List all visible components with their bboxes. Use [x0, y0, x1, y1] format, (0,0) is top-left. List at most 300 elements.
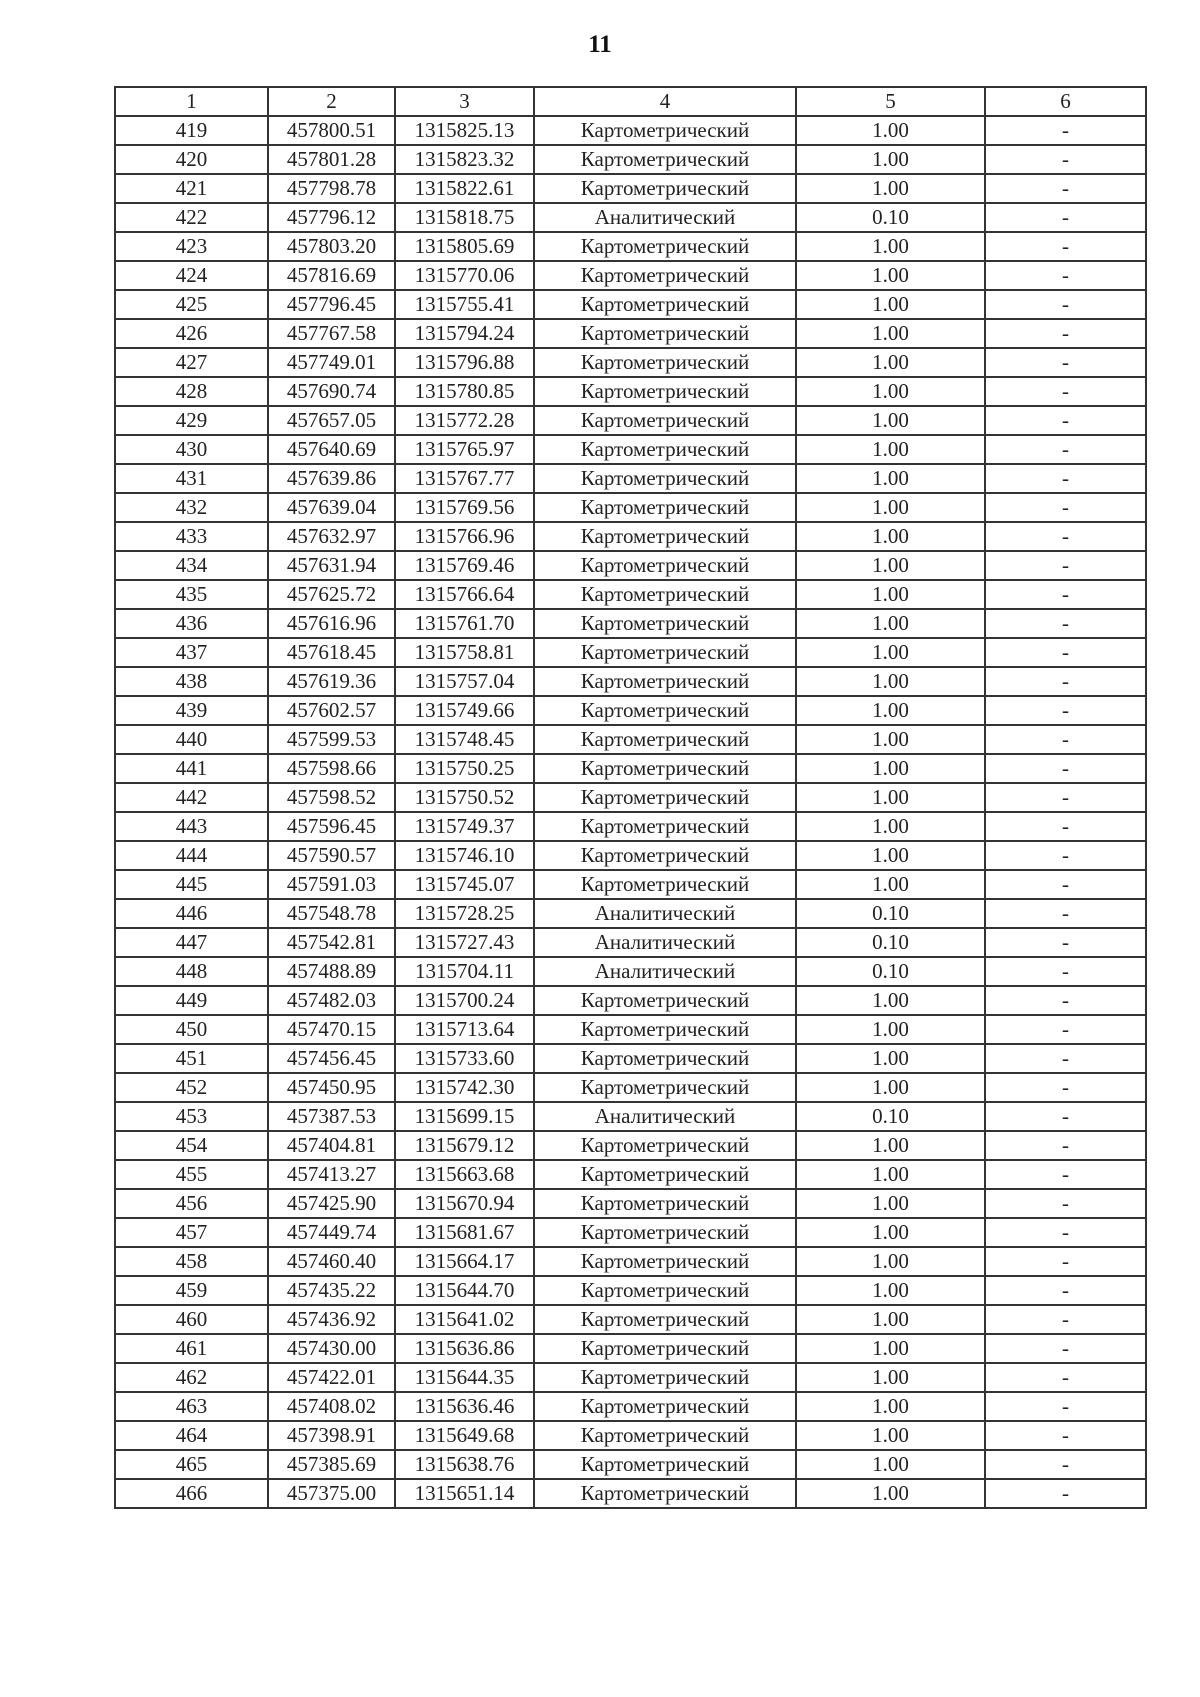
- y-coordinate-cell: 1315636.46: [395, 1392, 534, 1421]
- accuracy-cell: 1.00: [796, 1189, 985, 1218]
- accuracy-cell: 0.10: [796, 899, 985, 928]
- accuracy-cell: 1.00: [796, 1247, 985, 1276]
- accuracy-cell: 1.00: [796, 261, 985, 290]
- note-cell: -: [985, 754, 1146, 783]
- method-cell: Картометрический: [534, 667, 796, 696]
- x-coordinate-cell: 457616.96: [268, 609, 395, 638]
- table-row: [115, 870, 1146, 899]
- x-coordinate-cell: 457640.69: [268, 435, 395, 464]
- table-row: [115, 522, 1146, 551]
- point-number-cell: 435: [115, 580, 268, 609]
- method-cell: Аналитический: [534, 203, 796, 232]
- table-row: [115, 812, 1146, 841]
- x-coordinate-cell: 457460.40: [268, 1247, 395, 1276]
- point-number-cell: 423: [115, 232, 268, 261]
- x-coordinate-cell: 457796.45: [268, 290, 395, 319]
- header-row: [115, 87, 1146, 116]
- table-row: [115, 1421, 1146, 1450]
- point-number-cell: 444: [115, 841, 268, 870]
- x-coordinate-cell: 457590.57: [268, 841, 395, 870]
- y-coordinate-cell: 1315769.46: [395, 551, 534, 580]
- note-cell: -: [985, 1160, 1146, 1189]
- point-number-cell: 460: [115, 1305, 268, 1334]
- accuracy-cell: 1.00: [796, 116, 985, 145]
- y-coordinate-cell: 1315704.11: [395, 957, 534, 986]
- method-cell: Картометрический: [534, 435, 796, 464]
- note-cell: -: [985, 1392, 1146, 1421]
- table-row: [115, 290, 1146, 319]
- accuracy-cell: 1.00: [796, 1160, 985, 1189]
- table-row: [115, 1305, 1146, 1334]
- y-coordinate-cell: 1315749.37: [395, 812, 534, 841]
- accuracy-cell: 1.00: [796, 812, 985, 841]
- accuracy-cell: 1.00: [796, 1479, 985, 1508]
- note-cell: -: [985, 986, 1146, 1015]
- accuracy-cell: 1.00: [796, 1131, 985, 1160]
- method-cell: Картометрический: [534, 638, 796, 667]
- method-cell: Картометрический: [534, 377, 796, 406]
- note-cell: -: [985, 870, 1146, 899]
- accuracy-cell: 1.00: [796, 348, 985, 377]
- x-coordinate-cell: 457796.12: [268, 203, 395, 232]
- y-coordinate-cell: 1315649.68: [395, 1421, 534, 1450]
- point-number-cell: 458: [115, 1247, 268, 1276]
- table-row: [115, 1276, 1146, 1305]
- method-cell: Картометрический: [534, 290, 796, 319]
- y-coordinate-cell: 1315767.77: [395, 464, 534, 493]
- table-row: [115, 1102, 1146, 1131]
- note-cell: -: [985, 1218, 1146, 1247]
- table-row: [115, 1450, 1146, 1479]
- y-coordinate-cell: 1315805.69: [395, 232, 534, 261]
- y-coordinate-cell: 1315651.14: [395, 1479, 534, 1508]
- y-coordinate-cell: 1315823.32: [395, 145, 534, 174]
- point-number-cell: 452: [115, 1073, 268, 1102]
- x-coordinate-cell: 457385.69: [268, 1450, 395, 1479]
- page-number: 11: [588, 31, 612, 58]
- point-number-cell: 447: [115, 928, 268, 957]
- point-number-cell: 426: [115, 319, 268, 348]
- y-coordinate-cell: 1315728.25: [395, 899, 534, 928]
- table-row: [115, 1160, 1146, 1189]
- point-number-cell: 450: [115, 1015, 268, 1044]
- x-coordinate-cell: 457398.91: [268, 1421, 395, 1450]
- note-cell: -: [985, 957, 1146, 986]
- accuracy-cell: 1.00: [796, 464, 985, 493]
- y-coordinate-cell: 1315822.61: [395, 174, 534, 203]
- accuracy-cell: 1.00: [796, 725, 985, 754]
- method-cell: Картометрический: [534, 754, 796, 783]
- point-number-cell: 443: [115, 812, 268, 841]
- x-coordinate-cell: 457798.78: [268, 174, 395, 203]
- method-cell: Картометрический: [534, 522, 796, 551]
- y-coordinate-cell: 1315641.02: [395, 1305, 534, 1334]
- y-coordinate-cell: 1315769.56: [395, 493, 534, 522]
- x-coordinate-cell: 457408.02: [268, 1392, 395, 1421]
- x-coordinate-cell: 457387.53: [268, 1102, 395, 1131]
- note-cell: -: [985, 899, 1146, 928]
- table-row: [115, 725, 1146, 754]
- column-header-2: 2: [268, 87, 395, 116]
- method-cell: Картометрический: [534, 841, 796, 870]
- method-cell: Аналитический: [534, 957, 796, 986]
- note-cell: -: [985, 1450, 1146, 1479]
- y-coordinate-cell: 1315745.07: [395, 870, 534, 899]
- method-cell: Аналитический: [534, 1102, 796, 1131]
- accuracy-cell: 1.00: [796, 1450, 985, 1479]
- accuracy-cell: 1.00: [796, 638, 985, 667]
- method-cell: Картометрический: [534, 406, 796, 435]
- point-number-cell: 420: [115, 145, 268, 174]
- x-coordinate-cell: 457749.01: [268, 348, 395, 377]
- method-cell: Картометрический: [534, 464, 796, 493]
- x-coordinate-cell: 457800.51: [268, 116, 395, 145]
- y-coordinate-cell: 1315742.30: [395, 1073, 534, 1102]
- point-number-cell: 439: [115, 696, 268, 725]
- accuracy-cell: 0.10: [796, 203, 985, 232]
- y-coordinate-cell: 1315750.25: [395, 754, 534, 783]
- table-row: [115, 493, 1146, 522]
- table-row: [115, 957, 1146, 986]
- y-coordinate-cell: 1315749.66: [395, 696, 534, 725]
- point-number-cell: 451: [115, 1044, 268, 1073]
- table-row: [115, 1247, 1146, 1276]
- method-cell: Картометрический: [534, 1305, 796, 1334]
- y-coordinate-cell: 1315644.35: [395, 1363, 534, 1392]
- note-cell: -: [985, 1421, 1146, 1450]
- note-cell: -: [985, 841, 1146, 870]
- x-coordinate-cell: 457450.95: [268, 1073, 395, 1102]
- y-coordinate-cell: 1315772.28: [395, 406, 534, 435]
- note-cell: -: [985, 1479, 1146, 1508]
- x-coordinate-cell: 457598.66: [268, 754, 395, 783]
- coordinates-table: [114, 86, 1147, 1509]
- accuracy-cell: 1.00: [796, 377, 985, 406]
- method-cell: Картометрический: [534, 174, 796, 203]
- point-number-cell: 419: [115, 116, 268, 145]
- y-coordinate-cell: 1315794.24: [395, 319, 534, 348]
- point-number-cell: 455: [115, 1160, 268, 1189]
- table-row: [115, 435, 1146, 464]
- point-number-cell: 445: [115, 870, 268, 899]
- table-row: [115, 899, 1146, 928]
- note-cell: -: [985, 783, 1146, 812]
- note-cell: -: [985, 348, 1146, 377]
- point-number-cell: 462: [115, 1363, 268, 1392]
- accuracy-cell: 1.00: [796, 1305, 985, 1334]
- y-coordinate-cell: 1315713.64: [395, 1015, 534, 1044]
- method-cell: Картометрический: [534, 696, 796, 725]
- point-number-cell: 459: [115, 1276, 268, 1305]
- note-cell: -: [985, 1102, 1146, 1131]
- accuracy-cell: 1.00: [796, 319, 985, 348]
- point-number-cell: 430: [115, 435, 268, 464]
- y-coordinate-cell: 1315679.12: [395, 1131, 534, 1160]
- method-cell: Картометрический: [534, 1363, 796, 1392]
- method-cell: Картометрический: [534, 1073, 796, 1102]
- table-row: [115, 986, 1146, 1015]
- y-coordinate-cell: 1315818.75: [395, 203, 534, 232]
- note-cell: -: [985, 145, 1146, 174]
- accuracy-cell: 1.00: [796, 290, 985, 319]
- method-cell: Картометрический: [534, 1479, 796, 1508]
- method-cell: Картометрический: [534, 812, 796, 841]
- x-coordinate-cell: 457816.69: [268, 261, 395, 290]
- method-cell: Картометрический: [534, 493, 796, 522]
- x-coordinate-cell: 457599.53: [268, 725, 395, 754]
- note-cell: -: [985, 1334, 1146, 1363]
- method-cell: Аналитический: [534, 928, 796, 957]
- table-row: [115, 377, 1146, 406]
- note-cell: -: [985, 696, 1146, 725]
- point-number-cell: 442: [115, 783, 268, 812]
- table-row: [115, 1073, 1146, 1102]
- note-cell: -: [985, 725, 1146, 754]
- accuracy-cell: 1.00: [796, 1044, 985, 1073]
- y-coordinate-cell: 1315766.96: [395, 522, 534, 551]
- method-cell: Картометрический: [534, 348, 796, 377]
- method-cell: Картометрический: [534, 1334, 796, 1363]
- point-number-cell: 448: [115, 957, 268, 986]
- column-header-6: 6: [985, 87, 1146, 116]
- x-coordinate-cell: 457470.15: [268, 1015, 395, 1044]
- accuracy-cell: 1.00: [796, 696, 985, 725]
- accuracy-cell: 1.00: [796, 1276, 985, 1305]
- point-number-cell: 436: [115, 609, 268, 638]
- note-cell: -: [985, 551, 1146, 580]
- method-cell: Картометрический: [534, 232, 796, 261]
- method-cell: Картометрический: [534, 725, 796, 754]
- note-cell: -: [985, 1247, 1146, 1276]
- accuracy-cell: 1.00: [796, 174, 985, 203]
- column-header-3: 3: [395, 87, 534, 116]
- note-cell: -: [985, 174, 1146, 203]
- y-coordinate-cell: 1315750.52: [395, 783, 534, 812]
- y-coordinate-cell: 1315670.94: [395, 1189, 534, 1218]
- accuracy-cell: 1.00: [796, 609, 985, 638]
- x-coordinate-cell: 457767.58: [268, 319, 395, 348]
- method-cell: Картометрический: [534, 1189, 796, 1218]
- accuracy-cell: 1.00: [796, 145, 985, 174]
- method-cell: Картометрический: [534, 1392, 796, 1421]
- y-coordinate-cell: 1315636.86: [395, 1334, 534, 1363]
- column-header-4: 4: [534, 87, 796, 116]
- point-number-cell: 422: [115, 203, 268, 232]
- note-cell: -: [985, 667, 1146, 696]
- point-number-cell: 424: [115, 261, 268, 290]
- x-coordinate-cell: 457625.72: [268, 580, 395, 609]
- point-number-cell: 465: [115, 1450, 268, 1479]
- method-cell: Картометрический: [534, 1247, 796, 1276]
- table-body: [115, 116, 1146, 1508]
- accuracy-cell: 1.00: [796, 841, 985, 870]
- accuracy-cell: 0.10: [796, 1102, 985, 1131]
- point-number-cell: 428: [115, 377, 268, 406]
- accuracy-cell: 1.00: [796, 232, 985, 261]
- x-coordinate-cell: 457639.04: [268, 493, 395, 522]
- x-coordinate-cell: 457596.45: [268, 812, 395, 841]
- accuracy-cell: 1.00: [796, 522, 985, 551]
- point-number-cell: 463: [115, 1392, 268, 1421]
- x-coordinate-cell: 457482.03: [268, 986, 395, 1015]
- note-cell: -: [985, 812, 1146, 841]
- note-cell: -: [985, 493, 1146, 522]
- method-cell: Аналитический: [534, 899, 796, 928]
- x-coordinate-cell: 457436.92: [268, 1305, 395, 1334]
- accuracy-cell: 1.00: [796, 783, 985, 812]
- point-number-cell: 454: [115, 1131, 268, 1160]
- table-row: [115, 696, 1146, 725]
- note-cell: -: [985, 319, 1146, 348]
- note-cell: -: [985, 1015, 1146, 1044]
- x-coordinate-cell: 457639.86: [268, 464, 395, 493]
- point-number-cell: 453: [115, 1102, 268, 1131]
- accuracy-cell: 1.00: [796, 870, 985, 899]
- note-cell: -: [985, 1363, 1146, 1392]
- point-number-cell: 437: [115, 638, 268, 667]
- accuracy-cell: 1.00: [796, 1334, 985, 1363]
- y-coordinate-cell: 1315638.76: [395, 1450, 534, 1479]
- x-coordinate-cell: 457425.90: [268, 1189, 395, 1218]
- table-row: [115, 667, 1146, 696]
- y-coordinate-cell: 1315755.41: [395, 290, 534, 319]
- method-cell: Картометрический: [534, 1421, 796, 1450]
- accuracy-cell: 1.00: [796, 1218, 985, 1247]
- table-row: [115, 203, 1146, 232]
- x-coordinate-cell: 457422.01: [268, 1363, 395, 1392]
- method-cell: Картометрический: [534, 1276, 796, 1305]
- table-row: [115, 116, 1146, 145]
- accuracy-cell: 1.00: [796, 1421, 985, 1450]
- point-number-cell: 434: [115, 551, 268, 580]
- point-number-cell: 466: [115, 1479, 268, 1508]
- table-row: [115, 754, 1146, 783]
- x-coordinate-cell: 457488.89: [268, 957, 395, 986]
- point-number-cell: 438: [115, 667, 268, 696]
- note-cell: -: [985, 1305, 1146, 1334]
- x-coordinate-cell: 457631.94: [268, 551, 395, 580]
- note-cell: -: [985, 638, 1146, 667]
- y-coordinate-cell: 1315681.67: [395, 1218, 534, 1247]
- y-coordinate-cell: 1315663.68: [395, 1160, 534, 1189]
- x-coordinate-cell: 457413.27: [268, 1160, 395, 1189]
- method-cell: Картометрический: [534, 609, 796, 638]
- y-coordinate-cell: 1315746.10: [395, 841, 534, 870]
- table-row: [115, 348, 1146, 377]
- y-coordinate-cell: 1315664.17: [395, 1247, 534, 1276]
- method-cell: Картометрический: [534, 1218, 796, 1247]
- x-coordinate-cell: 457619.36: [268, 667, 395, 696]
- note-cell: -: [985, 203, 1146, 232]
- table-row: [115, 145, 1146, 174]
- note-cell: -: [985, 1073, 1146, 1102]
- y-coordinate-cell: 1315757.04: [395, 667, 534, 696]
- point-number-cell: 464: [115, 1421, 268, 1450]
- note-cell: -: [985, 1189, 1146, 1218]
- method-cell: Картометрический: [534, 1131, 796, 1160]
- table-row: [115, 638, 1146, 667]
- method-cell: Картометрический: [534, 261, 796, 290]
- table-row: [115, 1189, 1146, 1218]
- x-coordinate-cell: 457375.00: [268, 1479, 395, 1508]
- y-coordinate-cell: 1315780.85: [395, 377, 534, 406]
- x-coordinate-cell: 457591.03: [268, 870, 395, 899]
- column-header-5: 5: [796, 87, 985, 116]
- method-cell: Картометрический: [534, 870, 796, 899]
- x-coordinate-cell: 457430.00: [268, 1334, 395, 1363]
- table-row: [115, 1015, 1146, 1044]
- accuracy-cell: 1.00: [796, 1363, 985, 1392]
- note-cell: -: [985, 609, 1146, 638]
- method-cell: Картометрический: [534, 580, 796, 609]
- x-coordinate-cell: 457690.74: [268, 377, 395, 406]
- x-coordinate-cell: 457618.45: [268, 638, 395, 667]
- point-number-cell: 433: [115, 522, 268, 551]
- method-cell: Картометрический: [534, 551, 796, 580]
- x-coordinate-cell: 457548.78: [268, 899, 395, 928]
- y-coordinate-cell: 1315758.81: [395, 638, 534, 667]
- x-coordinate-cell: 457657.05: [268, 406, 395, 435]
- note-cell: -: [985, 290, 1146, 319]
- table-row: [115, 783, 1146, 812]
- point-number-cell: 456: [115, 1189, 268, 1218]
- note-cell: -: [985, 435, 1146, 464]
- method-cell: Картометрический: [534, 116, 796, 145]
- point-number-cell: 446: [115, 899, 268, 928]
- point-number-cell: 457: [115, 1218, 268, 1247]
- note-cell: -: [985, 261, 1146, 290]
- y-coordinate-cell: 1315825.13: [395, 116, 534, 145]
- x-coordinate-cell: 457449.74: [268, 1218, 395, 1247]
- accuracy-cell: 1.00: [796, 1015, 985, 1044]
- y-coordinate-cell: 1315748.45: [395, 725, 534, 754]
- point-number-cell: 427: [115, 348, 268, 377]
- table-row: [115, 609, 1146, 638]
- method-cell: Картометрический: [534, 783, 796, 812]
- note-cell: -: [985, 1044, 1146, 1073]
- accuracy-cell: 1.00: [796, 667, 985, 696]
- note-cell: -: [985, 580, 1146, 609]
- table-row: [115, 1479, 1146, 1508]
- accuracy-cell: 0.10: [796, 928, 985, 957]
- note-cell: -: [985, 406, 1146, 435]
- table-row: [115, 406, 1146, 435]
- point-number-cell: 441: [115, 754, 268, 783]
- note-cell: -: [985, 377, 1146, 406]
- accuracy-cell: 0.10: [796, 957, 985, 986]
- accuracy-cell: 1.00: [796, 1073, 985, 1102]
- point-number-cell: 429: [115, 406, 268, 435]
- x-coordinate-cell: 457598.52: [268, 783, 395, 812]
- note-cell: -: [985, 464, 1146, 493]
- accuracy-cell: 1.00: [796, 551, 985, 580]
- point-number-cell: 431: [115, 464, 268, 493]
- accuracy-cell: 1.00: [796, 493, 985, 522]
- accuracy-cell: 1.00: [796, 580, 985, 609]
- table-row: [115, 174, 1146, 203]
- table-row: [115, 464, 1146, 493]
- y-coordinate-cell: 1315761.70: [395, 609, 534, 638]
- table-row: [115, 551, 1146, 580]
- column-header-1: 1: [115, 87, 268, 116]
- y-coordinate-cell: 1315796.88: [395, 348, 534, 377]
- table-row: [115, 232, 1146, 261]
- point-number-cell: 440: [115, 725, 268, 754]
- x-coordinate-cell: 457602.57: [268, 696, 395, 725]
- accuracy-cell: 1.00: [796, 406, 985, 435]
- note-cell: -: [985, 1131, 1146, 1160]
- method-cell: Картометрический: [534, 319, 796, 348]
